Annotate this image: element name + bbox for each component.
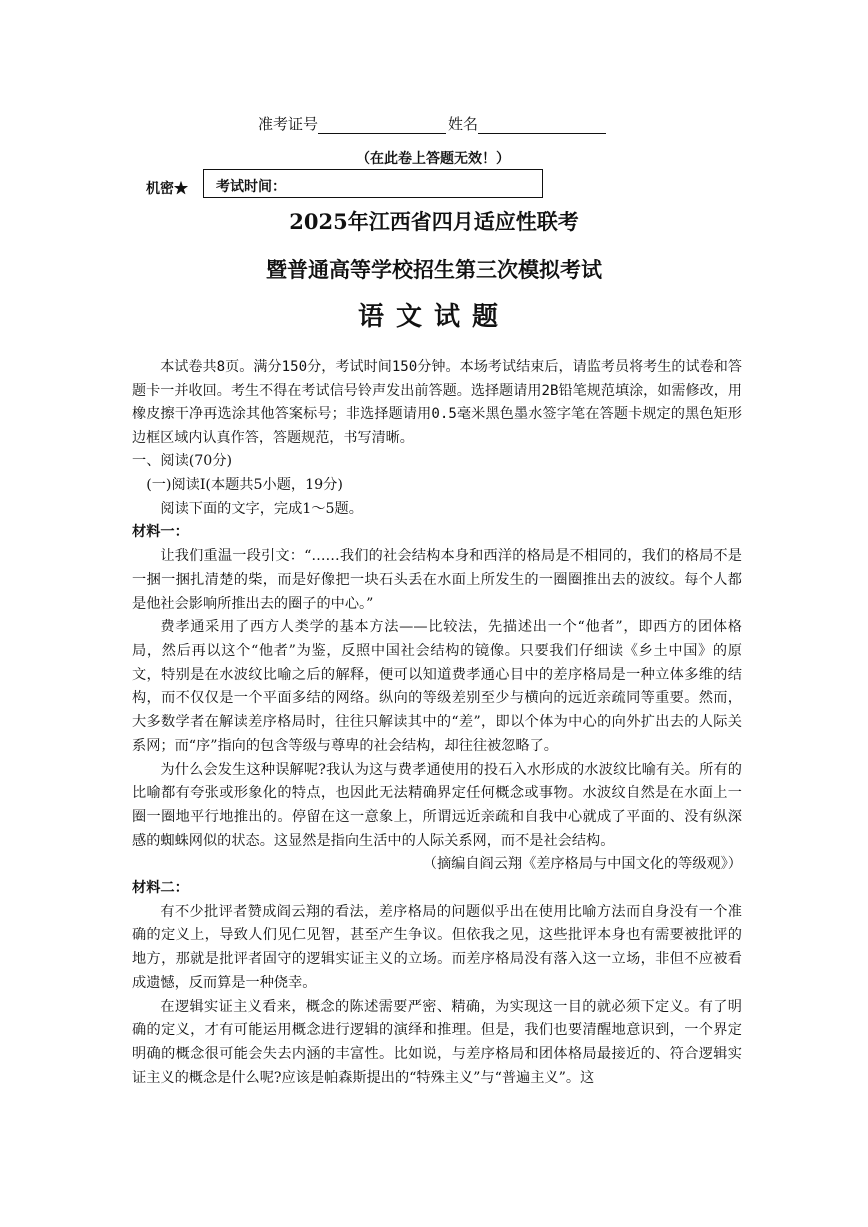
subsection-heading: (一)阅读Ⅰ(本题共5小题，19分) xyxy=(146,477,343,494)
material-2-paragraph: 有不少批评者赞成阎云翔的看法，差序格局的问题似乎出在使用比喻方法而自身没有一个准确的定义上，导致人们见仁见智，甚至产生争议。但依我之见，这些批评本身也有需要被批评的地方，那就是批评者固守的逻辑实证主义的立场。而差序格局没有落入这一立场，非但不应被看成遗憾，反而算是一种侥幸。 xyxy=(132,903,742,991)
exam-id-label: 准考证号 xyxy=(258,115,319,133)
instruction: 阅读下面的文字，完成1～5题。 xyxy=(160,500,363,517)
title-line-1: 2025年江西省四月适应性联考 xyxy=(289,209,579,234)
material-1-label: 材料一： xyxy=(132,524,189,541)
material-1-paragraph: 为什么会发生这种误解呢?我认为这与费孝通使用的投石入水形成的水波纹比喻有关。所有的比喻都有夸张或形象化的特点，也因此无法精确界定任何概念或事物。水波纹自然是在水面上一圈一圈地平行地推出的。停留在这一意象上，所谓远近亲疏和自我中心就成了平面的、没有纵深感的蜘蛛网似的状态。这显然是指向生活中的人际关系网，而不是社会结构。 xyxy=(132,761,742,849)
exam-time-box xyxy=(203,169,543,198)
secret-mark: 机密★ xyxy=(146,181,188,197)
candidate-info-row xyxy=(258,113,608,134)
name-label: 姓名 xyxy=(448,115,479,133)
intro-paragraph: 本试卷共8页。满分150分，考试时间150分钟。本场考试结束后，请监考员将考生的试卷和答题卡一并收回。考生不得在考试信号铃声发出前答题。选择题请用2B铅笔规范填涂，如需修改，用橡皮擦干净再选涂其他答案标号；非选择题请用0.5毫米黑色墨水签字笔在答题卡规定的黑色矩形边框区域内认真作答，答题规范，书写清晰。 xyxy=(132,359,742,446)
exam-id-blank xyxy=(318,117,446,134)
section-heading: 一、阅读(70分) xyxy=(132,453,233,470)
material-2-label: 材料二： xyxy=(132,880,189,897)
material-1-paragraph: 费孝通采用了西方人类学的基本方法——比较法，先描述出一个“他者”，即西方的团体格局，然后再以这个“他者”为鉴，反照中国社会结构的镜像。只要我们仔细读《乡土中国》的原文，特别是在水波纹比喻之后的解释，便可以知道费孝通心目中的差序格局是一种立体多维的结构，而不仅仅是一个平面多结的网络。纵向的等级差别至少与横向的远近亲疏同等重要。然而，大多数学者在解读差序格局时，往往只解读其中的“差”，即以个体为中心的向外扩出去的人际关系网；而“序”指向的包含等级与尊卑的社会结构，却往往被忽略了。 xyxy=(132,619,742,754)
subject-title: 语文试题 xyxy=(357,302,510,332)
name-blank xyxy=(478,117,606,134)
invalid-notice: （在此卷上答题无效！） xyxy=(356,151,510,167)
material-2-paragraph: 在逻辑实证主义看来，概念的陈述需要严密、精确，为实现这一目的就必须下定义。有了明确的定义，才有可能运用概念进行逻辑的演绎和推理。但是，我们也要清醒地意识到，一个界定明确的概念很可能会失去内涵的丰富性。比如说，与差序格局和团体格局最接近的、符合逻辑实证主义的概念是什么呢?应该是帕森斯提出的“特殊主义”与“普遍主义”。这 xyxy=(132,998,742,1086)
material-1-source: （摘编自阎云翔《差序格局与中国文化的等级观》） xyxy=(422,856,742,873)
exam-time-label: 考试时间： xyxy=(216,179,286,195)
material-1-paragraph: 让我们重温一段引文：“……我们的社会结构本身和西洋的格局是不相同的，我们的格局不是一捆一捆扎清楚的柴，而是好像把一块石头丢在水面上所发生的一圈圈推出去的波纹。每个人都是他社会影响所推出去的圈子的中心。” xyxy=(132,548,742,612)
exam-body xyxy=(132,356,742,1090)
title-line-2: 暨普通高等学校招生第三次模拟考试 xyxy=(266,257,602,282)
